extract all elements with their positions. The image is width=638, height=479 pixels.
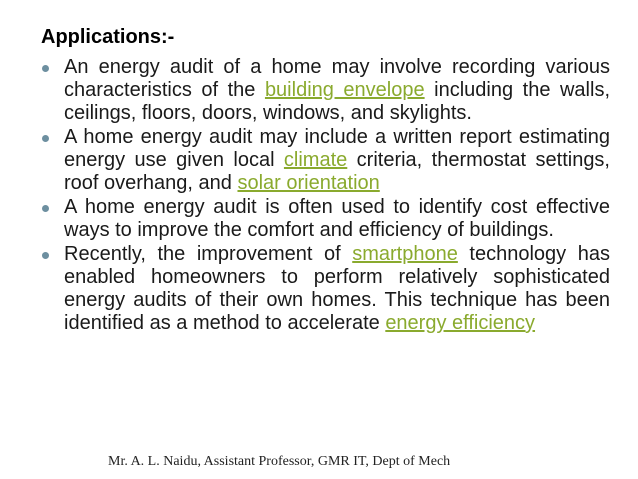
bullet-item-3 bbox=[64, 196, 610, 242]
bullet-text: An energy audit of a home may involve recording various characteristics of the bbox=[64, 56, 610, 101]
link-solar-orientation[interactable]: solar orientation bbox=[237, 172, 380, 194]
slide-heading: Applications:- bbox=[41, 26, 175, 48]
bullet-dot-icon bbox=[42, 252, 49, 259]
bullet-text: including the walls, ceilings, floors, doors, windows, and skylights. bbox=[64, 79, 610, 124]
bullet-item-2 bbox=[64, 126, 610, 195]
link-building-envelope[interactable]: building envelope bbox=[264, 79, 425, 101]
bullet-list bbox=[0, 56, 638, 336]
link-climate[interactable]: climate bbox=[283, 149, 348, 171]
bullet-text: Recently, the improvement of bbox=[64, 243, 353, 265]
bullet-item-1 bbox=[64, 56, 610, 125]
link-energy-efficiency[interactable]: energy efficiency bbox=[385, 312, 536, 334]
slide-footer: Mr. A. L. Naidu, Assistant Professor, GMR IT, Dept of Mech bbox=[108, 454, 451, 469]
bullet-dot-icon bbox=[42, 65, 49, 72]
bullet-text: A home energy audit may include a written report estimating energy use given local bbox=[64, 126, 610, 171]
bullet-text: technology has enabled homeowners to perform relatively sophisticated energy audits of their own homes. This technique has been identified as a method to accelerate bbox=[64, 243, 610, 334]
link-smartphone[interactable]: smartphone bbox=[352, 243, 458, 265]
bullet-item-4 bbox=[64, 243, 610, 335]
bullet-dot-icon bbox=[42, 135, 49, 142]
bullet-text: A home energy audit is often used to identify cost effective ways to improve the comfort and efficiency of buildings. bbox=[64, 196, 610, 241]
bullet-dot-icon bbox=[42, 205, 49, 212]
bullet-text: criteria, thermostat settings, roof overhang, and bbox=[64, 149, 610, 194]
